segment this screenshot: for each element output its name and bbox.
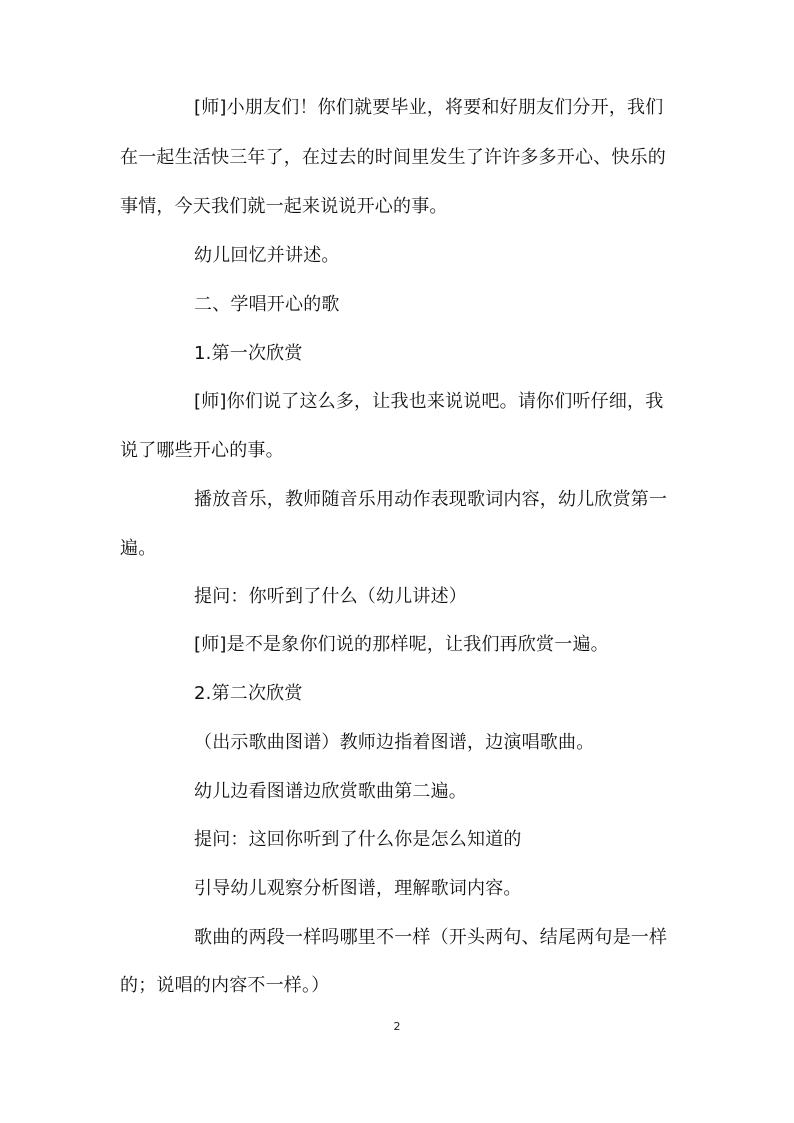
paragraph-line: 提问：这回你听到了什么你是怎么知道的 (194, 829, 522, 850)
paragraph-line: 提问：你听到了什么（幼儿讲述） (194, 586, 467, 607)
paragraph-line: 播放音乐，教师随音乐用动作表现歌词内容，幼儿欣赏第一 (194, 489, 668, 510)
paragraph-line: 引导幼儿观察分析图谱，理解歌词内容。 (194, 878, 522, 899)
paragraph-line: （出示歌曲图谱）教师边指着图谱，边演唱歌曲。 (194, 732, 595, 753)
paragraph-line: 遍。 (120, 538, 157, 559)
paragraph-line: [师]是不是象你们说的那样呢，让我们再欣赏一遍。 (194, 634, 609, 655)
paragraph-line: [师]小朋友们！你们就要毕业，将要和好朋友们分开，我们 (194, 97, 664, 118)
subsection-heading: 1.第一次欣赏 (194, 343, 303, 364)
page-number: 2 (393, 1020, 401, 1033)
paragraph-line: 在一起生活快三年了，在过去的时间里发生了许许多多开心、快乐的 (120, 147, 666, 168)
paragraph-line: 歌曲的两段一样吗哪里不一样（开头两句、结尾两句是一样 (194, 927, 668, 948)
section-heading: 二、学唱开心的歌 (194, 294, 340, 315)
paragraph-line: 事情，今天我们就一起来说说开心的事。 (120, 196, 448, 217)
paragraph-line: 幼儿边看图谱边欣赏歌曲第二遍。 (194, 781, 467, 802)
paragraph-line: 幼儿回忆并讲述。 (194, 245, 340, 266)
paragraph-line: [师]你们说了这么多，让我也来说说吧。请你们听仔细，我 (194, 391, 664, 412)
paragraph-line: 说了哪些开心的事。 (120, 440, 284, 461)
paragraph-line: 的；说唱的内容不一样。） (120, 975, 330, 996)
subsection-heading: 2.第二次欣赏 (194, 683, 303, 704)
